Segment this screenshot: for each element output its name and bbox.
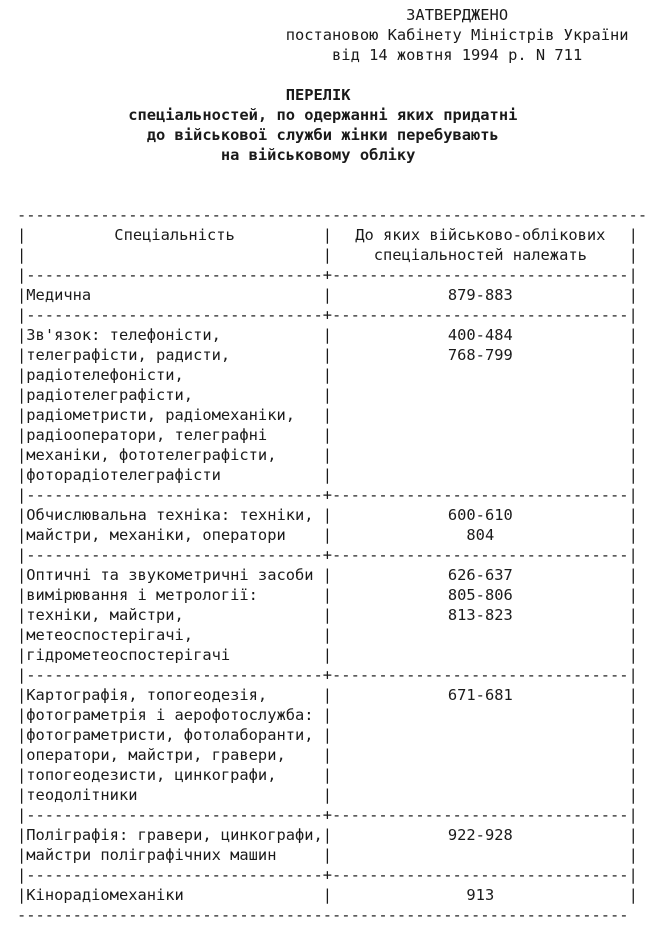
codes-cell: 804: [466, 526, 495, 544]
table-row-line: [17, 585, 651, 605]
table-pipe: |: [322, 726, 333, 744]
codes-cell: 879-883: [447, 286, 513, 304]
table-pipe: |: [628, 606, 638, 624]
specialty-cell: фоторадіотелеграфісти: [26, 466, 221, 484]
table-pipe: |: [17, 286, 27, 304]
specialty-cell: метеоспостерігачі,: [26, 626, 194, 644]
table-pipe: |: [17, 466, 27, 484]
specialty-cell: оператори, майстри, гравери,: [26, 746, 286, 764]
specialty-cell: радіотелеграфісти,: [26, 386, 194, 404]
table-pipe: |: [17, 226, 27, 244]
specialty-cell: радіометристи, радіомеханіки,: [26, 406, 295, 424]
table-row-line: [17, 405, 651, 425]
table-pipe: |: [322, 326, 333, 344]
table-pipe: |: [322, 286, 333, 304]
table-pipe: |: [322, 786, 333, 804]
table-pipe: |: [628, 566, 638, 584]
table-pipe: |: [322, 366, 333, 384]
table-divider: |--------------------------------+--------------------------------|: [17, 266, 638, 284]
table-pipe: |: [17, 246, 27, 264]
table-pipe: |: [17, 826, 27, 844]
specialty-cell: техніки, майстри,: [26, 606, 184, 624]
table-pipe: |: [628, 246, 638, 264]
table-row-line: [17, 565, 651, 585]
table-row-line: [17, 525, 651, 545]
specialties-table: [17, 205, 651, 925]
specialty-cell: Поліграфія: гравери, цинкографи,: [26, 826, 323, 844]
table-divider: |--------------------------------+--------------------------------|: [17, 806, 638, 824]
table-pipe: |: [17, 706, 27, 724]
table-divider: |--------------------------------+--------------------------------|: [17, 486, 638, 504]
codes-cell: 400-484: [447, 326, 513, 344]
table-pipe: |: [322, 246, 333, 264]
table-pipe: |: [322, 386, 333, 404]
table-pipe: |: [628, 446, 638, 464]
specialty-cell: радіооператори, телеграфні: [26, 426, 268, 444]
codes-cell: 805-806: [447, 586, 513, 604]
table-pipe: |: [628, 746, 638, 764]
table-pipe: |: [322, 346, 333, 364]
table-pipe: |: [628, 406, 638, 424]
table-pipe: |: [17, 506, 27, 524]
table-pipe: |: [322, 606, 333, 624]
table-pipe: |: [628, 426, 638, 444]
table-pipe: |: [17, 886, 27, 904]
table-pipe: |: [17, 626, 27, 644]
title-line: ПЕРЕЛІК: [285, 86, 351, 104]
table-row-line: [17, 385, 651, 405]
specialty-cell: фотограметристи, фотолаборанти,: [26, 726, 314, 744]
table-pipe: |: [628, 646, 638, 664]
table-row-line: [17, 745, 651, 765]
spacer-line: [17, 165, 651, 185]
table-row-line: [17, 365, 651, 385]
table-row-line: [17, 845, 651, 865]
specialty-cell: Обчислювальна техніка: техніки,: [26, 506, 314, 524]
approved-block: [17, 5, 651, 65]
table-pipe: |: [628, 506, 638, 524]
table-row-line: [17, 885, 651, 905]
table-pipe: |: [628, 826, 638, 844]
table-pipe: |: [17, 606, 27, 624]
table-pipe: |: [17, 766, 27, 784]
table-pipe: |: [17, 586, 27, 604]
table-top-border: --------------------------------------------------------------------: [17, 206, 648, 224]
table-pipe: |: [628, 346, 638, 364]
table-pipe: |: [322, 466, 333, 484]
codes-cell: 913: [466, 886, 495, 904]
codes-cell: 922-928: [447, 826, 513, 844]
table-pipe: |: [17, 426, 27, 444]
table-pipe: |: [322, 706, 333, 724]
table-row-line: [17, 705, 651, 725]
table-pipe: |: [17, 366, 27, 384]
table-divider: |--------------------------------+--------------------------------|: [17, 546, 638, 564]
table-pipe: |: [17, 406, 27, 424]
specialty-cell: механіки, фототелеграфісти,: [26, 446, 277, 464]
codes-cell: 813-823: [447, 606, 513, 624]
codes-cell: До яких військово-облікових: [355, 226, 606, 244]
table-pipe: |: [628, 786, 638, 804]
title-line: спеціальностей, по одержанні яких придатні: [128, 106, 518, 124]
table-pipe: |: [17, 386, 27, 404]
table-pipe: |: [322, 646, 333, 664]
specialty-cell: Медична: [26, 286, 92, 304]
approved-line: від 14 жовтня 1994 р. N 711: [332, 46, 583, 64]
table-pipe: |: [628, 366, 638, 384]
table-row-line: [17, 725, 651, 745]
codes-cell: 768-799: [447, 346, 513, 364]
specialty-cell: майстри, механіки, оператори: [26, 526, 286, 544]
table-pipe: |: [322, 846, 333, 864]
table-row-line: [17, 825, 651, 845]
table-pipe: |: [17, 326, 27, 344]
table-pipe: |: [628, 586, 638, 604]
table-pipe: |: [322, 826, 333, 844]
table-divider: |--------------------------------+--------------------------------|: [17, 866, 638, 884]
table-row-line: [17, 645, 651, 665]
specialty-cell: Кінорадіомеханіки: [26, 886, 184, 904]
table-row-line: [17, 785, 651, 805]
table-pipe: |: [628, 686, 638, 704]
table-row-line: [17, 765, 651, 785]
specialty-cell: гідрометеоспостерігачі: [26, 646, 231, 664]
table-pipe: |: [322, 526, 333, 544]
table-pipe: |: [628, 386, 638, 404]
specialty-cell: Зв'язок: телефоністи,: [26, 326, 221, 344]
codes-cell: 626-637: [447, 566, 513, 584]
table-pipe: |: [322, 406, 333, 424]
spacer-line: [17, 185, 651, 205]
table-pipe: |: [628, 846, 638, 864]
table-pipe: |: [628, 886, 638, 904]
specialty-cell: фотограметрія і аерофотослужба:: [26, 706, 314, 724]
specialty-cell: Оптичні та звукометричні засоби: [26, 566, 314, 584]
table-row-line: [17, 345, 651, 365]
table-bottom-border: ------------------------------------------------------------------: [17, 906, 629, 924]
table-pipe: |: [17, 846, 27, 864]
table-pipe: |: [628, 466, 638, 484]
table-pipe: |: [628, 286, 638, 304]
specialty-cell: Спеціальність: [114, 226, 235, 244]
table-row-line: [17, 285, 651, 305]
table-row-line: [17, 325, 651, 345]
table-pipe: |: [322, 226, 333, 244]
table-pipe: |: [322, 746, 333, 764]
table-pipe: |: [17, 346, 27, 364]
table-pipe: |: [17, 566, 27, 584]
spacer-line: [17, 65, 651, 85]
table-pipe: |: [17, 686, 27, 704]
table-divider: |--------------------------------+--------------------------------|: [17, 306, 638, 324]
specialty-cell: телеграфісти, радисти,: [26, 346, 231, 364]
approved-line: ЗАТВЕРДЖЕНО: [406, 6, 509, 24]
table-pipe: |: [322, 686, 333, 704]
table-row-line: [17, 465, 651, 485]
table-pipe: |: [17, 726, 27, 744]
table-pipe: |: [17, 446, 27, 464]
table-pipe: |: [628, 706, 638, 724]
title-line: до військової служби жінки перебувають: [146, 126, 499, 144]
table-header-line: [17, 225, 651, 245]
specialty-cell: радіотелефоністи,: [26, 366, 184, 384]
table-pipe: |: [322, 626, 333, 644]
table-header-line: [17, 245, 651, 265]
table-pipe: |: [628, 766, 638, 784]
table-pipe: |: [322, 446, 333, 464]
table-pipe: |: [17, 786, 27, 804]
specialty-cell: топогеодезисти, цинкографи,: [26, 766, 277, 784]
table-pipe: |: [322, 506, 333, 524]
table-row-line: [17, 445, 651, 465]
table-pipe: |: [322, 886, 333, 904]
table-row-line: [17, 685, 651, 705]
title-block: [17, 85, 651, 165]
table-pipe: |: [628, 326, 638, 344]
specialty-cell: теодолітники: [26, 786, 138, 804]
table-pipe: |: [628, 626, 638, 644]
specialty-cell: Картографія, топогеодезія,: [26, 686, 268, 704]
table-pipe: |: [322, 586, 333, 604]
table-divider: |--------------------------------+--------------------------------|: [17, 666, 638, 684]
table-pipe: |: [17, 646, 27, 664]
table-pipe: |: [628, 226, 638, 244]
title-line: на військовому обліку: [220, 146, 416, 164]
table-pipe: |: [322, 426, 333, 444]
codes-cell: 600-610: [447, 506, 513, 524]
table-row-line: [17, 625, 651, 645]
table-row-line: [17, 425, 651, 445]
table-pipe: |: [322, 566, 333, 584]
specialty-cell: майстри поліграфічних машин: [26, 846, 277, 864]
approved-line: постановою Кабінету Міністрів України: [285, 26, 629, 44]
codes-cell: спеціальностей належать: [373, 246, 587, 264]
table-pipe: |: [17, 526, 27, 544]
codes-cell: 671-681: [447, 686, 513, 704]
table-pipe: |: [17, 746, 27, 764]
table-pipe: |: [628, 526, 638, 544]
table-pipe: |: [628, 726, 638, 744]
table-pipe: |: [322, 766, 333, 784]
table-row-line: [17, 505, 651, 525]
specialty-cell: вимірювання і метрології:: [26, 586, 258, 604]
table-row-line: [17, 605, 651, 625]
